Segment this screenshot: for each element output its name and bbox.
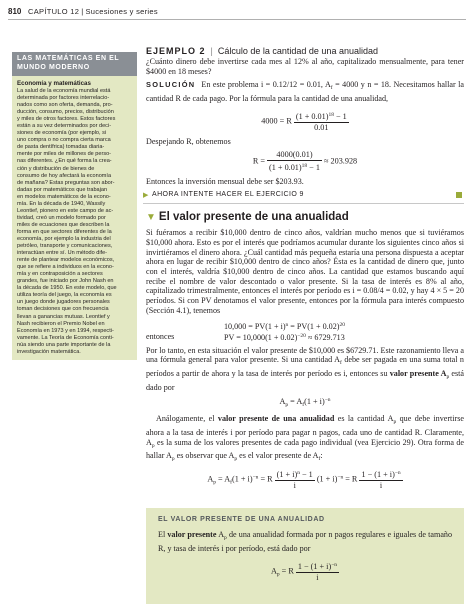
f1-num: (1 + 0.01) xyxy=(295,111,329,121)
formula2-lhs: R = xyxy=(252,155,265,165)
def-den: i xyxy=(316,573,319,582)
subscript-f: f xyxy=(330,85,333,92)
f2-exp: 18 xyxy=(301,162,308,169)
p3g: : xyxy=(320,451,323,461)
def-a: El xyxy=(158,530,168,539)
solution-label: SOLUCIÓN xyxy=(146,80,196,90)
sidebar-line: investigación matemática. xyxy=(17,348,81,355)
eq4-n1-exp: n xyxy=(297,470,300,477)
eq4-c-exp: −n xyxy=(252,474,259,481)
page-header xyxy=(0,0,474,28)
eq4-fraction-2 xyxy=(359,468,402,491)
eq4-d: = R xyxy=(258,474,273,484)
sidebar-line: dadas por matemáticos que trabajan xyxy=(17,186,108,193)
sidebar-line: miles de ecuaciones que describen la xyxy=(17,221,110,228)
formula2-result: ≈ 203.928 xyxy=(323,155,358,165)
def-f-sub: p xyxy=(276,571,280,578)
sidebar-line: tividad, creó un modelo formado por xyxy=(17,214,106,221)
p3b: es la cantidad A xyxy=(334,414,394,424)
sidebar-line: ción y distribución de bienes de xyxy=(17,165,95,172)
p3d: es la suma de los valores presentes de cada pago individual (vea Ejercicio 29). Otra forma de hallar A xyxy=(146,437,464,461)
sidebar-line: siones de economía (por ejemplo, si xyxy=(17,130,107,137)
p2b: debe ser pagada en una suma total n períodos a partir de ahora y la tasa de interés por período es i, entonces su xyxy=(146,355,464,378)
chapter-separator: | xyxy=(81,7,84,16)
def-num xyxy=(296,560,339,573)
def-f-mid: = R xyxy=(279,566,294,576)
eq2 xyxy=(224,331,345,343)
sub-p-1: p xyxy=(446,373,450,380)
practice-rule xyxy=(143,203,464,204)
p3-sub4: p xyxy=(234,456,238,463)
formula1-denominator: 0.01 xyxy=(314,122,329,132)
eq4-e: (1 + i) xyxy=(316,474,338,484)
sidebar-heading: LAS MATEMÁTICAS EN EL MUNDO MODERNO xyxy=(12,52,137,76)
sidebar-line: que se refiere a individuos en la econo- xyxy=(17,264,114,271)
chapter-label: CAPÍTULO 12 xyxy=(28,7,80,16)
sidebar-line: rente de plantear modelos económicos, xyxy=(17,257,115,264)
eq1-exp: n xyxy=(285,321,289,328)
end-of-example-icon xyxy=(456,192,462,198)
example-question: ¿Cuánto dinero debe invertirse cada mes al 12% al año, capitalizado mensualmente, para tener $4000 en 18 meses? xyxy=(146,57,464,76)
p2c: A xyxy=(438,368,447,378)
sidebar-line: llevan a ganancias mutuas. Leontief y xyxy=(17,313,110,320)
def-f-lhs: A xyxy=(270,566,277,576)
p3c: que debe invertirse ahora a la tasa de interés i por período para pagar n pagos, cada uno de cantidad R. Claramente, A xyxy=(146,414,464,447)
sidebar-line: Economía en 1973 y en 1994, respecti- xyxy=(17,327,114,334)
formula-present-value xyxy=(146,395,464,410)
sidebar-body xyxy=(12,88,137,356)
p3f: es el valor presente de A xyxy=(237,451,319,461)
section-title: El valor presente de una anualidad xyxy=(158,211,349,224)
p3-sub2: p xyxy=(151,442,155,449)
eq3-a: A xyxy=(279,397,286,407)
solution-text-1: En este problema i = 0.12/12 = 0.01, A xyxy=(201,80,331,90)
sidebar-line: en modelos matemáticos de la econo- xyxy=(17,193,111,200)
sidebar-line: economía, por ejemplo la industria del xyxy=(17,235,111,242)
practice-arrow-icon: ▶ xyxy=(143,191,149,200)
formula1-numerator xyxy=(294,110,349,123)
p3-sub3: p xyxy=(171,456,175,463)
sidebar-line: y miles de otros factores. Estos factores xyxy=(17,116,116,123)
chapter-title: Sucesiones y series xyxy=(85,7,158,16)
eq4-den-2: i xyxy=(379,481,383,491)
despejando-text: Despejando R, obtenemos xyxy=(146,136,231,146)
sub-f-1: f xyxy=(340,360,342,367)
sidebar-line: utiliza teoría del juego, la economía es xyxy=(17,292,112,299)
eq4-n2-exp: −n xyxy=(394,470,401,477)
def-n-exp: −n xyxy=(331,562,338,568)
formula-solve-r xyxy=(146,150,464,173)
sidebar-line: nas diferentes. ¿En qué forma la crea- xyxy=(17,158,112,165)
eq3-b: = A xyxy=(288,397,303,407)
eq4-c: (1 + i) xyxy=(232,474,253,484)
p3-sub1: p xyxy=(393,419,397,426)
sidebar-line: nados como son oferta, demanda, pro- xyxy=(17,102,113,109)
section-heading xyxy=(146,210,464,225)
equation-pv-1 xyxy=(146,320,464,331)
p3-sub5: f xyxy=(318,456,321,463)
sidebar-line: Leontief, pionero en este campo de ac- xyxy=(17,207,114,214)
example-title: Cálculo de la cantidad de una anualidad xyxy=(217,46,378,56)
practice-prompt xyxy=(143,190,464,202)
p3e: es observar que A xyxy=(174,451,235,461)
formula-annuity-present-value-derivation xyxy=(146,468,464,491)
eq4-e-exp: −n xyxy=(337,474,344,481)
eq4-a: A xyxy=(207,474,214,484)
eq4-num-2 xyxy=(359,468,402,481)
p2a: Por lo tanto, en esta situación el valor presente de $10,000 es $6729.71. Este razonamiento lleva a una fórmula general para valor presente. Si una cantidad A xyxy=(146,345,464,365)
eq4-n1-tail: − 1 xyxy=(299,470,313,480)
eq4-den-1: i xyxy=(293,481,296,491)
sidebar-line: están a su vez determinados por deci- xyxy=(17,123,112,130)
eq2-a: PV = 10,000(1 + 0.02) xyxy=(224,332,298,342)
sidebar-box xyxy=(12,52,137,360)
sidebar-line: mente por miles de millones de perso- xyxy=(17,151,112,158)
practice-label: AHORA INTENTE HACER EL EJERCICIO 9 xyxy=(152,191,304,199)
sidebar-line: Nash recibieron el Premio Nobel en xyxy=(17,320,105,327)
sidebar-line: ducción, consumo, precios, distribución xyxy=(17,109,114,116)
main-column xyxy=(143,46,465,491)
section-paragraph-3 xyxy=(146,414,464,465)
sidebar-line: grandes, fue iniciado por John Nash en xyxy=(17,278,114,285)
eq4-n1: (1 + i) xyxy=(276,470,298,480)
f2-den: (1 + 0.01) xyxy=(269,162,302,172)
eq1-b: = PV(1 + 0.02) xyxy=(288,321,340,331)
section-paragraph-1: Si fuéramos a recibir $10,000 dentro de cinco años, valdrían mucho menos que si tuviéramos $10,000 ahora. Esto es por el interés que podríamos acumular durante los siguientes cinco años si invirtiéramos el dinero ahora. ¿Cuál cantidad más pequeña estaría una persona dispuesta a aceptar ahora en lugar de recibir $10,000 dentro de cinco años? Ésta es la cantidad de dinero que, junto con el interés, valdría $10,000 dentro de cinco años. La cantidad que estamos buscando aquí recibe el nombre de valor descontado o valor presente. Si la tasa de interés es 8% al año, capitalizado trimestralmente, entonces el interés por período es i = 0.08/4 = 0.02, y hay 4 × 5 = 20 períodos. Si con PV denotamos el valor presente, entonces por la fórmula para interés compuesto (Sección 4.1), tenemos xyxy=(146,228,464,315)
sidebar-line: de mañana? Estas preguntas son abor- xyxy=(17,179,115,186)
eq3-exp: −n xyxy=(324,397,331,404)
p3-bold: valor presente de una anualidad xyxy=(217,414,335,424)
f2-tail: − 1 xyxy=(307,162,320,172)
sidebar-line: núa siendo una parte importante de la xyxy=(17,341,111,348)
section-paragraph-2 xyxy=(146,346,464,393)
sidebar-line: consumo de hoy afectará la economía xyxy=(17,172,112,179)
eq3-c: (1 + i) xyxy=(304,397,325,407)
section-triangle-icon: ▼ xyxy=(146,212,156,224)
sidebar-line: interactúan entre sí. Un método dife- xyxy=(17,250,108,257)
sidebar-line: uno compra o no compra cierta marca xyxy=(17,137,111,144)
sidebar-title: Economía y matemáticas xyxy=(17,80,91,87)
eq3-sub-p: p xyxy=(285,402,289,409)
entonces-label: entonces xyxy=(146,331,175,341)
sidebar-line: un juego donde jugadores personales xyxy=(17,299,110,306)
formula-annuity xyxy=(146,110,464,133)
formula1-fraction xyxy=(294,110,349,133)
example-label: EJEMPLO 2 xyxy=(146,46,206,56)
def-fraction xyxy=(296,560,339,583)
header-rule xyxy=(8,19,466,20)
solution-text-2: = 4000 y n = 18. Necesitamos hallar la cantidad R de cada pago. Por la fórmula para la cantidad de una anualidad, xyxy=(146,80,465,104)
sidebar-line: forma en que sectores diferentes de la xyxy=(17,228,112,235)
sidebar-line: vamente. La Teoría de Economía conti- xyxy=(17,334,114,341)
sidebar-line: toman decisiones que con frecuencia xyxy=(17,306,109,313)
eq4-f: = R xyxy=(343,474,358,484)
p3a: Análogamente, el xyxy=(156,414,218,424)
page-number: 810 xyxy=(8,7,22,16)
example-heading xyxy=(146,46,464,57)
example-conclusion: Entonces la inversión mensual debe ser $203.93. xyxy=(146,176,304,186)
eq4-n2: 1 − (1 + i) xyxy=(361,470,395,480)
def-n: 1 − (1 + i) xyxy=(297,562,332,571)
def-sub-p: p xyxy=(224,535,227,541)
definition-title: EL VALOR PRESENTE DE UNA ANUALIDAD xyxy=(158,516,325,523)
eq1-a: 10,000 = PV(1 + i) xyxy=(224,321,286,331)
f1-exp: 18 xyxy=(328,111,334,118)
sidebar-line: La salud de la economía mundial está xyxy=(17,88,111,94)
p2-bold: valor presente xyxy=(389,368,439,378)
def-b: A xyxy=(216,530,225,539)
sidebar-line: la década de 1950. En este modelo, que xyxy=(17,285,117,292)
f1-tail: − 1 xyxy=(333,111,347,121)
eq4-num-1 xyxy=(275,468,315,481)
definition-box xyxy=(146,508,464,604)
formula2-fraction xyxy=(267,150,322,173)
solution-paragraph xyxy=(146,80,464,103)
running-head xyxy=(28,7,158,16)
p2d: está dado por xyxy=(146,368,464,392)
eq4-fraction-1 xyxy=(275,468,315,491)
eq2-exp: −20 xyxy=(297,332,306,339)
sidebar-line: de pasta dentífrica) tomadas diaria- xyxy=(17,144,105,151)
eq4-sub-f: f xyxy=(230,479,233,486)
eq4-b: = A xyxy=(216,474,231,484)
formula2-denominator xyxy=(267,161,322,173)
formula2-numerator: 4000(0.01) xyxy=(267,150,322,161)
equation-pv-2 xyxy=(146,331,464,342)
eq2-b: ≈ 6729.713 xyxy=(305,332,345,342)
definition-text xyxy=(158,530,452,553)
sidebar-line: mía y en contraposición a sectores xyxy=(17,271,103,278)
sidebar-line: determinada por factores interrelacio- xyxy=(17,95,110,102)
eq3-sub-f: f xyxy=(302,402,305,409)
def-bold: valor presente xyxy=(167,530,217,539)
eq4-sub-p: p xyxy=(213,479,216,486)
formula1-lhs: 4000 = R xyxy=(261,116,292,126)
def-c: de una anualidad formada por n pagos regulares e iguales de tamaño R, y tasa de interés i por período, está dado por xyxy=(158,530,453,553)
definition-formula xyxy=(146,560,464,583)
eq1-exp2: 20 xyxy=(339,321,345,328)
sidebar-line: mía. En la década de 1940, Wassily xyxy=(17,200,106,207)
sidebar-line: petróleo, transporte y comunicaciones, xyxy=(17,243,113,250)
example-divider: | xyxy=(210,46,213,56)
